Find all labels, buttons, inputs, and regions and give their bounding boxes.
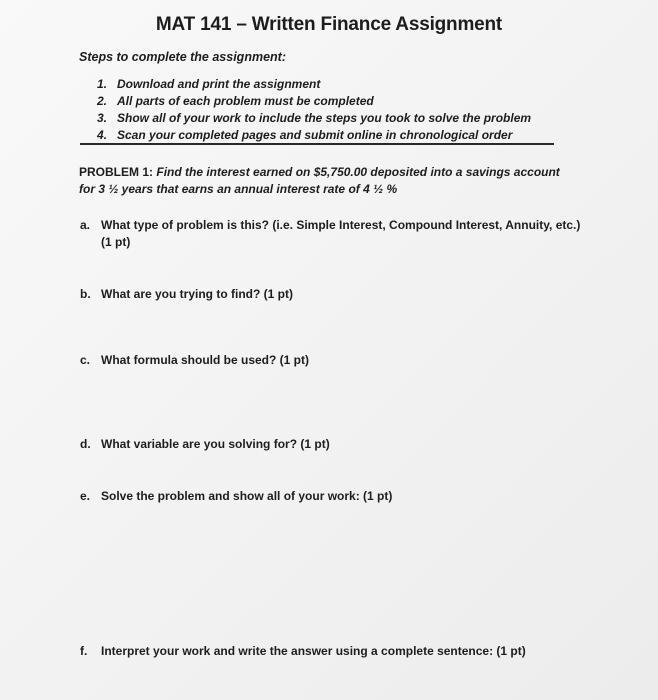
step-text: All parts of each problem must be completed [117,94,374,108]
list-item [97,76,531,93]
step-number: 3. [97,111,108,125]
list-item [97,93,531,110]
question-d [80,436,330,453]
list-item [97,127,531,144]
question-text: What are you trying to find? (1 pt) [101,287,293,301]
question-letter: d. [80,437,91,451]
section-divider [80,143,554,145]
steps-list [97,76,531,144]
steps-heading: Steps to complete the assignment: [79,50,286,64]
step-number: 1. [97,77,108,91]
question-f [80,643,526,660]
question-letter: c. [80,353,91,367]
list-item [97,110,531,127]
question-text: What type of problem is this? (i.e. Simple Interest, Compound Interest, Annuity, etc.) [101,218,581,232]
question-letter: b. [80,287,91,301]
question-letter: e. [80,489,91,503]
question-e [80,488,392,505]
problem-text-line-2: for 3 ½ years that earns an annual interest rate of 4 ½ % [79,182,398,196]
problem-label: PROBLEM 1: [79,165,154,179]
step-text: Show all of your work to include the steps you took to solve the problem [117,111,532,125]
question-text: What formula should be used? (1 pt) [101,353,309,367]
problem-statement [79,164,579,198]
step-text: Scan your completed pages and submit online in chronological order [117,128,513,142]
question-b [80,286,293,303]
question-text: What variable are you solving for? (1 pt) [101,437,330,451]
question-c [80,352,309,369]
step-text: Download and print the assignment [117,77,321,91]
question-text: Interpret your work and write the answer using a complete sentence: (1 pt) [101,644,526,658]
question-points: (1 pt) [101,235,131,249]
page-title: MAT 141 – Written Finance Assignment [155,14,503,35]
question-letter: f. [80,644,88,658]
question-a [80,217,580,251]
step-number: 4. [97,128,108,142]
problem-text-line-1: Find the interest earned on $5,750.00 deposited into a savings account [156,165,560,179]
question-text: Solve the problem and show all of your work: (1 pt) [101,489,393,503]
question-letter: a. [80,218,91,232]
step-number: 2. [97,94,108,108]
